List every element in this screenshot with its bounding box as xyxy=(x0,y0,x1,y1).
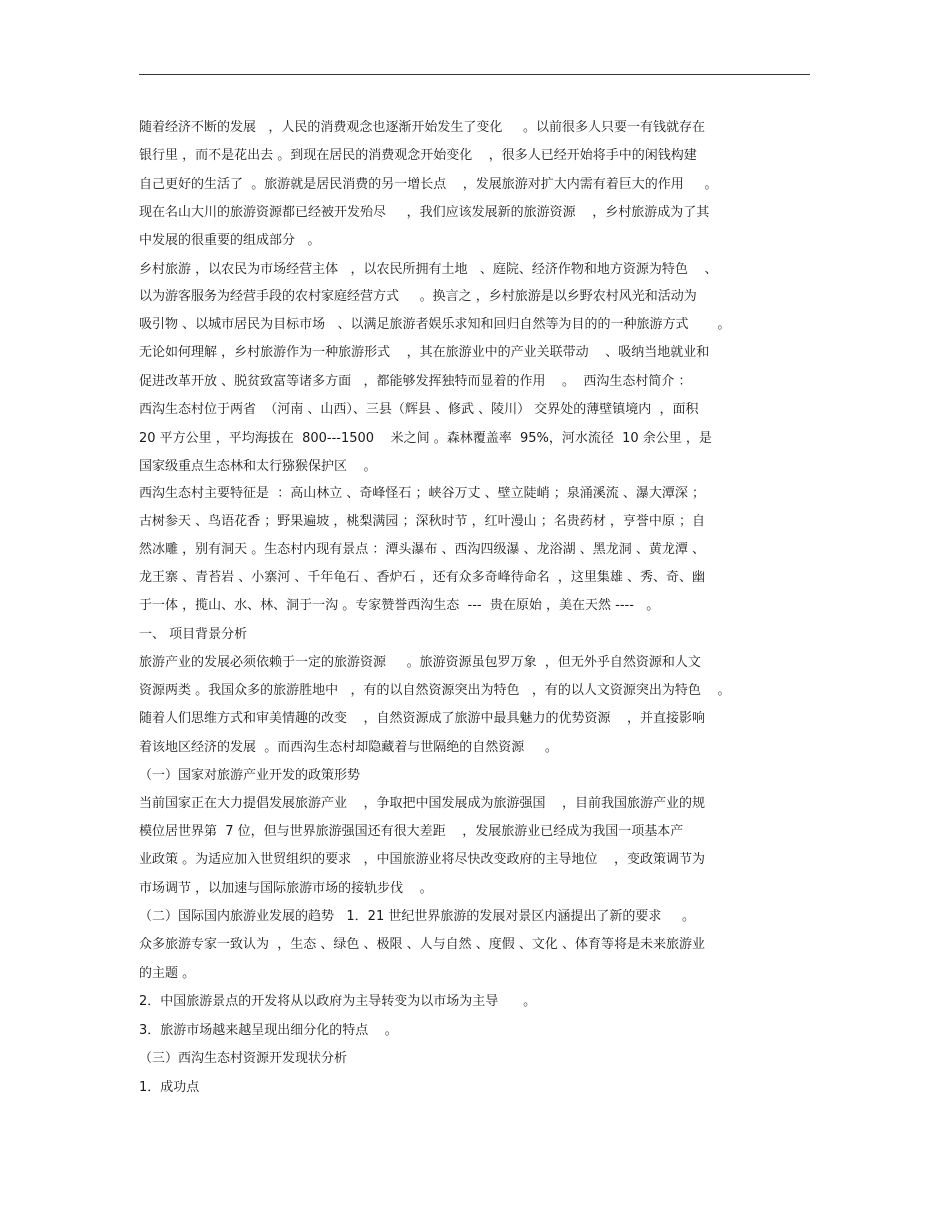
text-line: 现在名山大川的旅游资源都已经被开发殆尽 ，我们应该发展新的旅游资源 ，乡村旅游成为了其 xyxy=(139,205,710,220)
text-line: 吸引物 、以城市居民为目标市场 、以满足旅游者娱乐求知和回归自然等为目的的一种旅游方式 。 xyxy=(139,317,731,332)
text-line: 模位居世界第 7 位，但与世界旅游强国还有很大差距 ，发展旅游业已经成为我国一项基本产 xyxy=(139,824,684,839)
text-line: 西沟生态村位于两省 （河南 、山西）、三县（辉县 、修武 、陵川） 交界处的薄壁镇境内 ，面积 xyxy=(139,402,699,417)
text-line: 银行里 ，而不是花出去 。到现在居民的消费观念开始变化 ，很多人已经开始将手中的闲钱构建 xyxy=(139,148,697,163)
text-line: 资源两类 。我国众多的旅游胜地中 ，有的以自然资源突出为特色 ，有的以人文资源突出为特色 。 xyxy=(139,683,731,698)
text-line: 随着经济不断的发展 ，人民的消费观念也逐渐开始发生了变化 。以前很多人只要一有钱就存在 xyxy=(139,120,706,135)
text-line: 乡村旅游 ，以农民为市场经营主体 ，以农民所拥有土地 、庭院、经济作物和地方资源为特色 、 xyxy=(139,262,718,277)
text-line: 中发展的很重要的组成部分 。 xyxy=(139,233,321,248)
text-line: 2．中国旅游景点的开发将从以政府为主导转变为以市场为主导 。 xyxy=(139,994,537,1009)
subsection-heading: 1．成功点 xyxy=(139,1080,200,1095)
section-heading: 一、 项目背景分析 xyxy=(139,627,248,642)
text-line: 随着人们思维方式和审美情趣的改变 ，自然资源成了旅游中最具魅力的优势资源 ，并直接影响 xyxy=(139,711,706,726)
text-line: 20 平方公里 ，平均海拔在 800---1500 米之间 。森林覆盖率 95%，河水流径 10 余公里 ，是 xyxy=(139,431,712,446)
text-line: 3．旅游市场越来越呈现出细分化的特点 。 xyxy=(139,1023,398,1038)
text-line: 着该地区经济的发展 。而西沟生态村却隐藏着与世隔绝的自然资源 。 xyxy=(139,740,558,755)
text-line: 古树参天 、鸟语花香 ；野果遍坡 ，桃梨满园 ；深秋时节 ，红叶漫山 ；名贵药材 ，亨誉中原 ；自 xyxy=(139,514,706,529)
text-line: 市场调节 ，以加速与国际旅游市场的接轨步伐 。 xyxy=(139,881,433,896)
text-line: 国家级重点生态林和太行猕猴保护区 。 xyxy=(139,459,377,474)
text-line: 旅游产业的发展必须依赖于一定的旅游资源 。旅游资源虽包罗万象 ，但无外乎自然资源和人文 xyxy=(139,655,701,670)
text-line: （二）国际国内旅游业发展的趋势 1．21 世纪世界旅游的发展对景区内涵提出了新的要求 。 xyxy=(139,909,696,924)
text-line: 的主题 。 xyxy=(139,966,196,981)
text-line: 龙王寨 、青苔岩 、小寨河 、千年龟石 、香炉石 ，还有众多奇峰待命名 ，这里集雄 、秀、奇、幽 xyxy=(139,570,706,585)
text-line: 促进改革开放 、脱贫致富等诸多方面 ，都能够发挥独特而显着的作用 。 西沟生态村简介 ： xyxy=(139,374,692,389)
subsection-heading: （三）西沟生态村资源开发现状分析 xyxy=(139,1051,348,1066)
text-line: 当前国家正在大力提倡发展旅游产业 ，争取把中国发展成为旅游强国 ，目前我国旅游产业的规 xyxy=(139,796,706,811)
text-line: 自己更好的生活了 。旅游就是居民消费的另一增长点 ，发展旅游对扩大内需有着巨大的作用 。 xyxy=(139,177,718,192)
subsection-heading: （一）国家对旅游产业开发的政策形势 xyxy=(139,768,361,783)
text-line: 无论如何理解 ，乡村旅游作为一种旅游形式 ，其在旅游业中的产业关联带动 、吸纳当地就业和 xyxy=(139,345,710,360)
text-line: 众多旅游专家一致认为 ，生态 、绿色 、极限 、人与自然 、度假 、文化 、体育等将是未来旅游业 xyxy=(139,937,706,952)
text-line: 于一体 ，揽山、水、林、洞于一沟 。专家赞誉西沟生态 --- 贵在原始 ，美在天然 ---- 。 xyxy=(139,598,660,613)
text-line: 然冰雕 ，别有洞天 。生态村内现有景点 ：潭头瀑布 、西沟四级瀑 、龙浴湖 、黑龙洞 、黄龙潭 、 xyxy=(139,542,706,557)
text-line: 业政策 。为适应加入世贸组织的要求 ，中国旅游业将尽快改变政府的主导地位 ，变政策调节为 xyxy=(139,852,706,867)
text-line: 以为游客服务为经营手段的农村家庭经营方式 。换言之 ，乡村旅游是以乡野农村风光和活动为 xyxy=(139,289,697,304)
text-line: 西沟生态村主要特征是 ：高山林立 、奇峰怪石 ；峡谷万丈 、壁立陡峭 ；泉涌溪流 、瀑大潭深 ； xyxy=(139,486,706,501)
